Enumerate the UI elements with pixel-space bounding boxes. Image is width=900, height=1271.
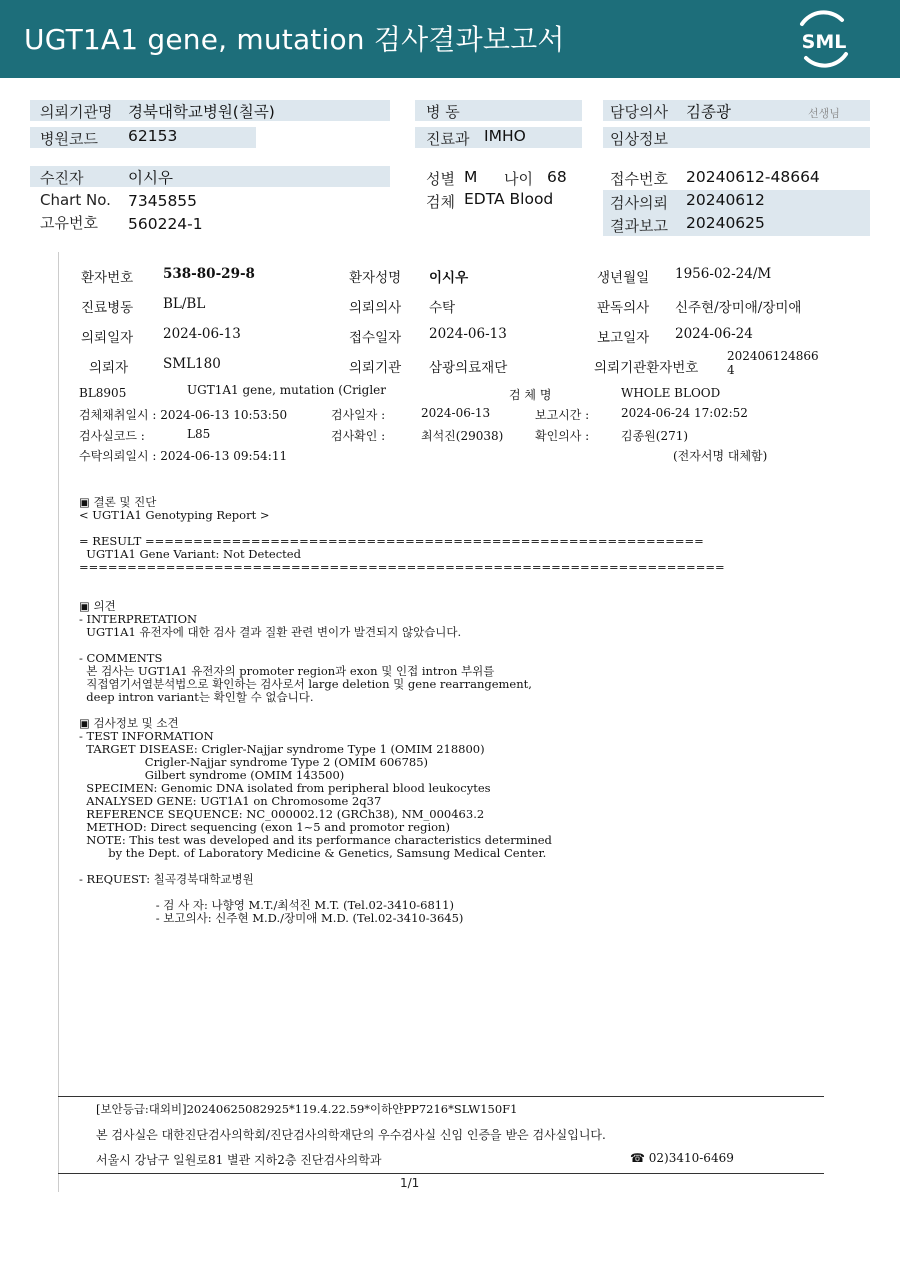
sml-logo-icon xyxy=(792,10,856,70)
id-value: 560224-1 xyxy=(128,215,203,233)
patient-bar xyxy=(30,166,390,187)
ward-label: 병 동 xyxy=(426,103,460,121)
r1-label1: 환자번호 xyxy=(81,270,134,286)
r4-value3-cont: 4 xyxy=(727,363,735,377)
test-code: BL8905 xyxy=(79,386,127,400)
dept-label: 진료과 xyxy=(426,130,470,148)
code-label: 병원코드 xyxy=(40,130,98,148)
report-body xyxy=(58,252,828,1192)
test-name: UGT1A1 gene, mutation (Crigler xyxy=(187,383,387,397)
r4-value2: 삼광의료재단 xyxy=(429,360,508,376)
result-value: 20240625 xyxy=(686,214,765,232)
r3-value1: 2024-06-13 xyxy=(163,326,241,342)
r3-label3: 보고일자 xyxy=(597,330,650,346)
code-value: 62153 xyxy=(128,127,178,145)
report-header xyxy=(0,0,900,78)
request-label: 검사의뢰 xyxy=(610,194,668,212)
sex-label: 성별 xyxy=(426,170,455,188)
commission-time: 수탁의뢰일시 : 2024-06-13 09:54:11 xyxy=(79,449,288,463)
r3-label2: 접수일자 xyxy=(349,330,402,346)
r2-value1: BL/BL xyxy=(163,296,206,312)
r2-label2: 의뢰의사 xyxy=(349,300,402,316)
patient-value: 이시우 xyxy=(128,169,173,187)
doctor-suffix: 선생님 xyxy=(808,107,840,120)
report-time-value: 2024-06-24 17:02:52 xyxy=(621,406,748,420)
doctor-value: 김종광 xyxy=(686,103,731,121)
report-text: ▣ 결론 및 진단 < UGT1A1 Genotyping Report > = RESULT ========================================================== UGT1A1 Gene Variant: Not Detected =================================================================== ▣ 의견 - INTERPRETATION UGT1A1 유전자에 대한 검사 결과 질환 관련 변이가 발견되지 않았습니다. - COMMENTS 본 검사는 UGT1A1 유전자의 promoter region과 exon 및 인접 intron 부위를 직접염기서열분석법으로 확인하는 검사로서 large deletion 및 gene rearrangement, deep intron variant는 확인할 수 없습니다. ▣ 검사정보 및 소견 - TEST INFORMATION TARGET DISEASE: Crigler-Najjar syndrome Type 1 (OMIM 218800) Crigler-Najjar syndrome Type 2 (OMIM 606785) Gilbert syndrome (OMIM 143500) SPECIMEN: Genomic DNA isolated from peripheral blood leukocytes ANALYSED GENE: UGT1A1 on Chromosome 2q37 REFERENCE SEQUENCE: NC_000002.12 (GRCh38), NM_000463.2 METHOD: Direct sequencing (exon 1~5 and promotor region) NOTE: This test was developed and its performance characteristics determined by the Dept. of Laboratory Medicine & Genetics, Samsung Medical Center. - REQUEST: 칠곡경북대학교병원 - 검 사 자: 나향영 M.T./최석진 M.T. (Tel.02-3410-6811) - 보고의사: 신주현 M.D./장미애 M.D. (Tel.02-3410-3645) xyxy=(79,495,725,925)
specimen-name-value: WHOLE BLOOD xyxy=(621,386,721,400)
confirm-doctor-label: 확인의사 : xyxy=(535,429,590,443)
cert-line: 본 검사실은 대한진단검사의학회/진단검사의학재단의 우수검사실 신임 인증을 받은 검사실입니다. xyxy=(96,1128,606,1142)
address-line: 서울시 강남구 일원로81 별관 지하2층 진단검사의학과 xyxy=(96,1153,382,1167)
r2-label3: 판독의사 xyxy=(597,300,650,316)
r3-value2: 2024-06-13 xyxy=(429,326,507,342)
r1-label2: 환자성명 xyxy=(349,270,402,286)
r3-value3: 2024-06-24 xyxy=(675,326,753,342)
age-label: 나이 xyxy=(504,170,533,188)
doctor-label: 담당의사 xyxy=(610,103,668,121)
patient-label: 수진자 xyxy=(40,169,84,187)
result-label: 결과보고 xyxy=(610,217,668,235)
chart-value: 7345855 xyxy=(128,192,198,210)
lab-code-value: L85 xyxy=(187,427,211,441)
clinical-label: 임상정보 xyxy=(610,130,668,148)
security-line: [보안등급:대외비]20240625082925*119.4.22.59*이하얀PP7216*SLW150F1 xyxy=(96,1102,518,1116)
sml-logo-text: SML xyxy=(801,31,847,53)
r1-value1: 538-80-29-8 xyxy=(163,266,255,282)
specimen-name-label: 검 체 명 xyxy=(509,388,552,402)
specimen-label: 검체 xyxy=(426,193,455,211)
r2-value2: 수탁 xyxy=(429,300,456,316)
report-title: UGT1A1 gene, mutation 검사결과보고서 xyxy=(24,23,565,56)
request-value: 20240612 xyxy=(686,191,765,209)
phone-line: ☎ 02)3410-6469 xyxy=(630,1151,734,1165)
test-date-value: 2024-06-13 xyxy=(421,406,491,420)
specimen-value: EDTA Blood xyxy=(464,190,554,208)
r2-label1: 진료병동 xyxy=(81,300,134,316)
hospital-label: 의뢰기관명 xyxy=(40,103,113,121)
dept-value: IMHO xyxy=(484,127,526,145)
page-number: 1/1 xyxy=(400,1176,420,1190)
hospital-value: 경북대학교병원(칠곡) xyxy=(128,103,275,121)
id-label: 고유번호 xyxy=(40,214,98,232)
r4-label1: 의뢰자 xyxy=(89,360,129,376)
r4-value1: SML180 xyxy=(163,356,221,372)
r1-value3: 1956-02-24/M xyxy=(675,266,772,282)
r4-label3: 의뢰기관환자번호 xyxy=(594,360,699,376)
lab-code-label: 검사실코드 : xyxy=(79,429,145,443)
collect-time: 검체채취일시 : 2024-06-13 10:53:50 xyxy=(79,408,288,422)
receipt-label: 접수번호 xyxy=(610,170,668,188)
footer-bottom-line xyxy=(58,1173,824,1174)
r4-label2: 의뢰기관 xyxy=(349,360,402,376)
sex-value: M xyxy=(464,168,478,186)
esign-note: (전자서명 대체함) xyxy=(673,449,768,463)
report-time-label: 보고시간 : xyxy=(535,408,590,422)
footer-top-line xyxy=(58,1096,824,1097)
r2-value3: 신주현/장미애/장미애 xyxy=(675,300,802,316)
verify-label: 검사확인 : xyxy=(331,429,386,443)
age-value: 68 xyxy=(547,168,567,186)
r1-value2: 이시우 xyxy=(429,270,469,286)
receipt-value: 20240612-48664 xyxy=(686,168,820,186)
r4-value3: 202406124866 xyxy=(727,349,819,363)
verify-value: 최석진(29038) xyxy=(421,429,504,443)
chart-label: Chart No. xyxy=(40,191,111,209)
confirm-doctor-value: 김종원(271) xyxy=(621,429,689,443)
test-date-label: 검사일자 : xyxy=(331,408,386,422)
r3-label1: 의뢰일자 xyxy=(81,330,134,346)
r1-label3: 생년월일 xyxy=(597,270,650,286)
